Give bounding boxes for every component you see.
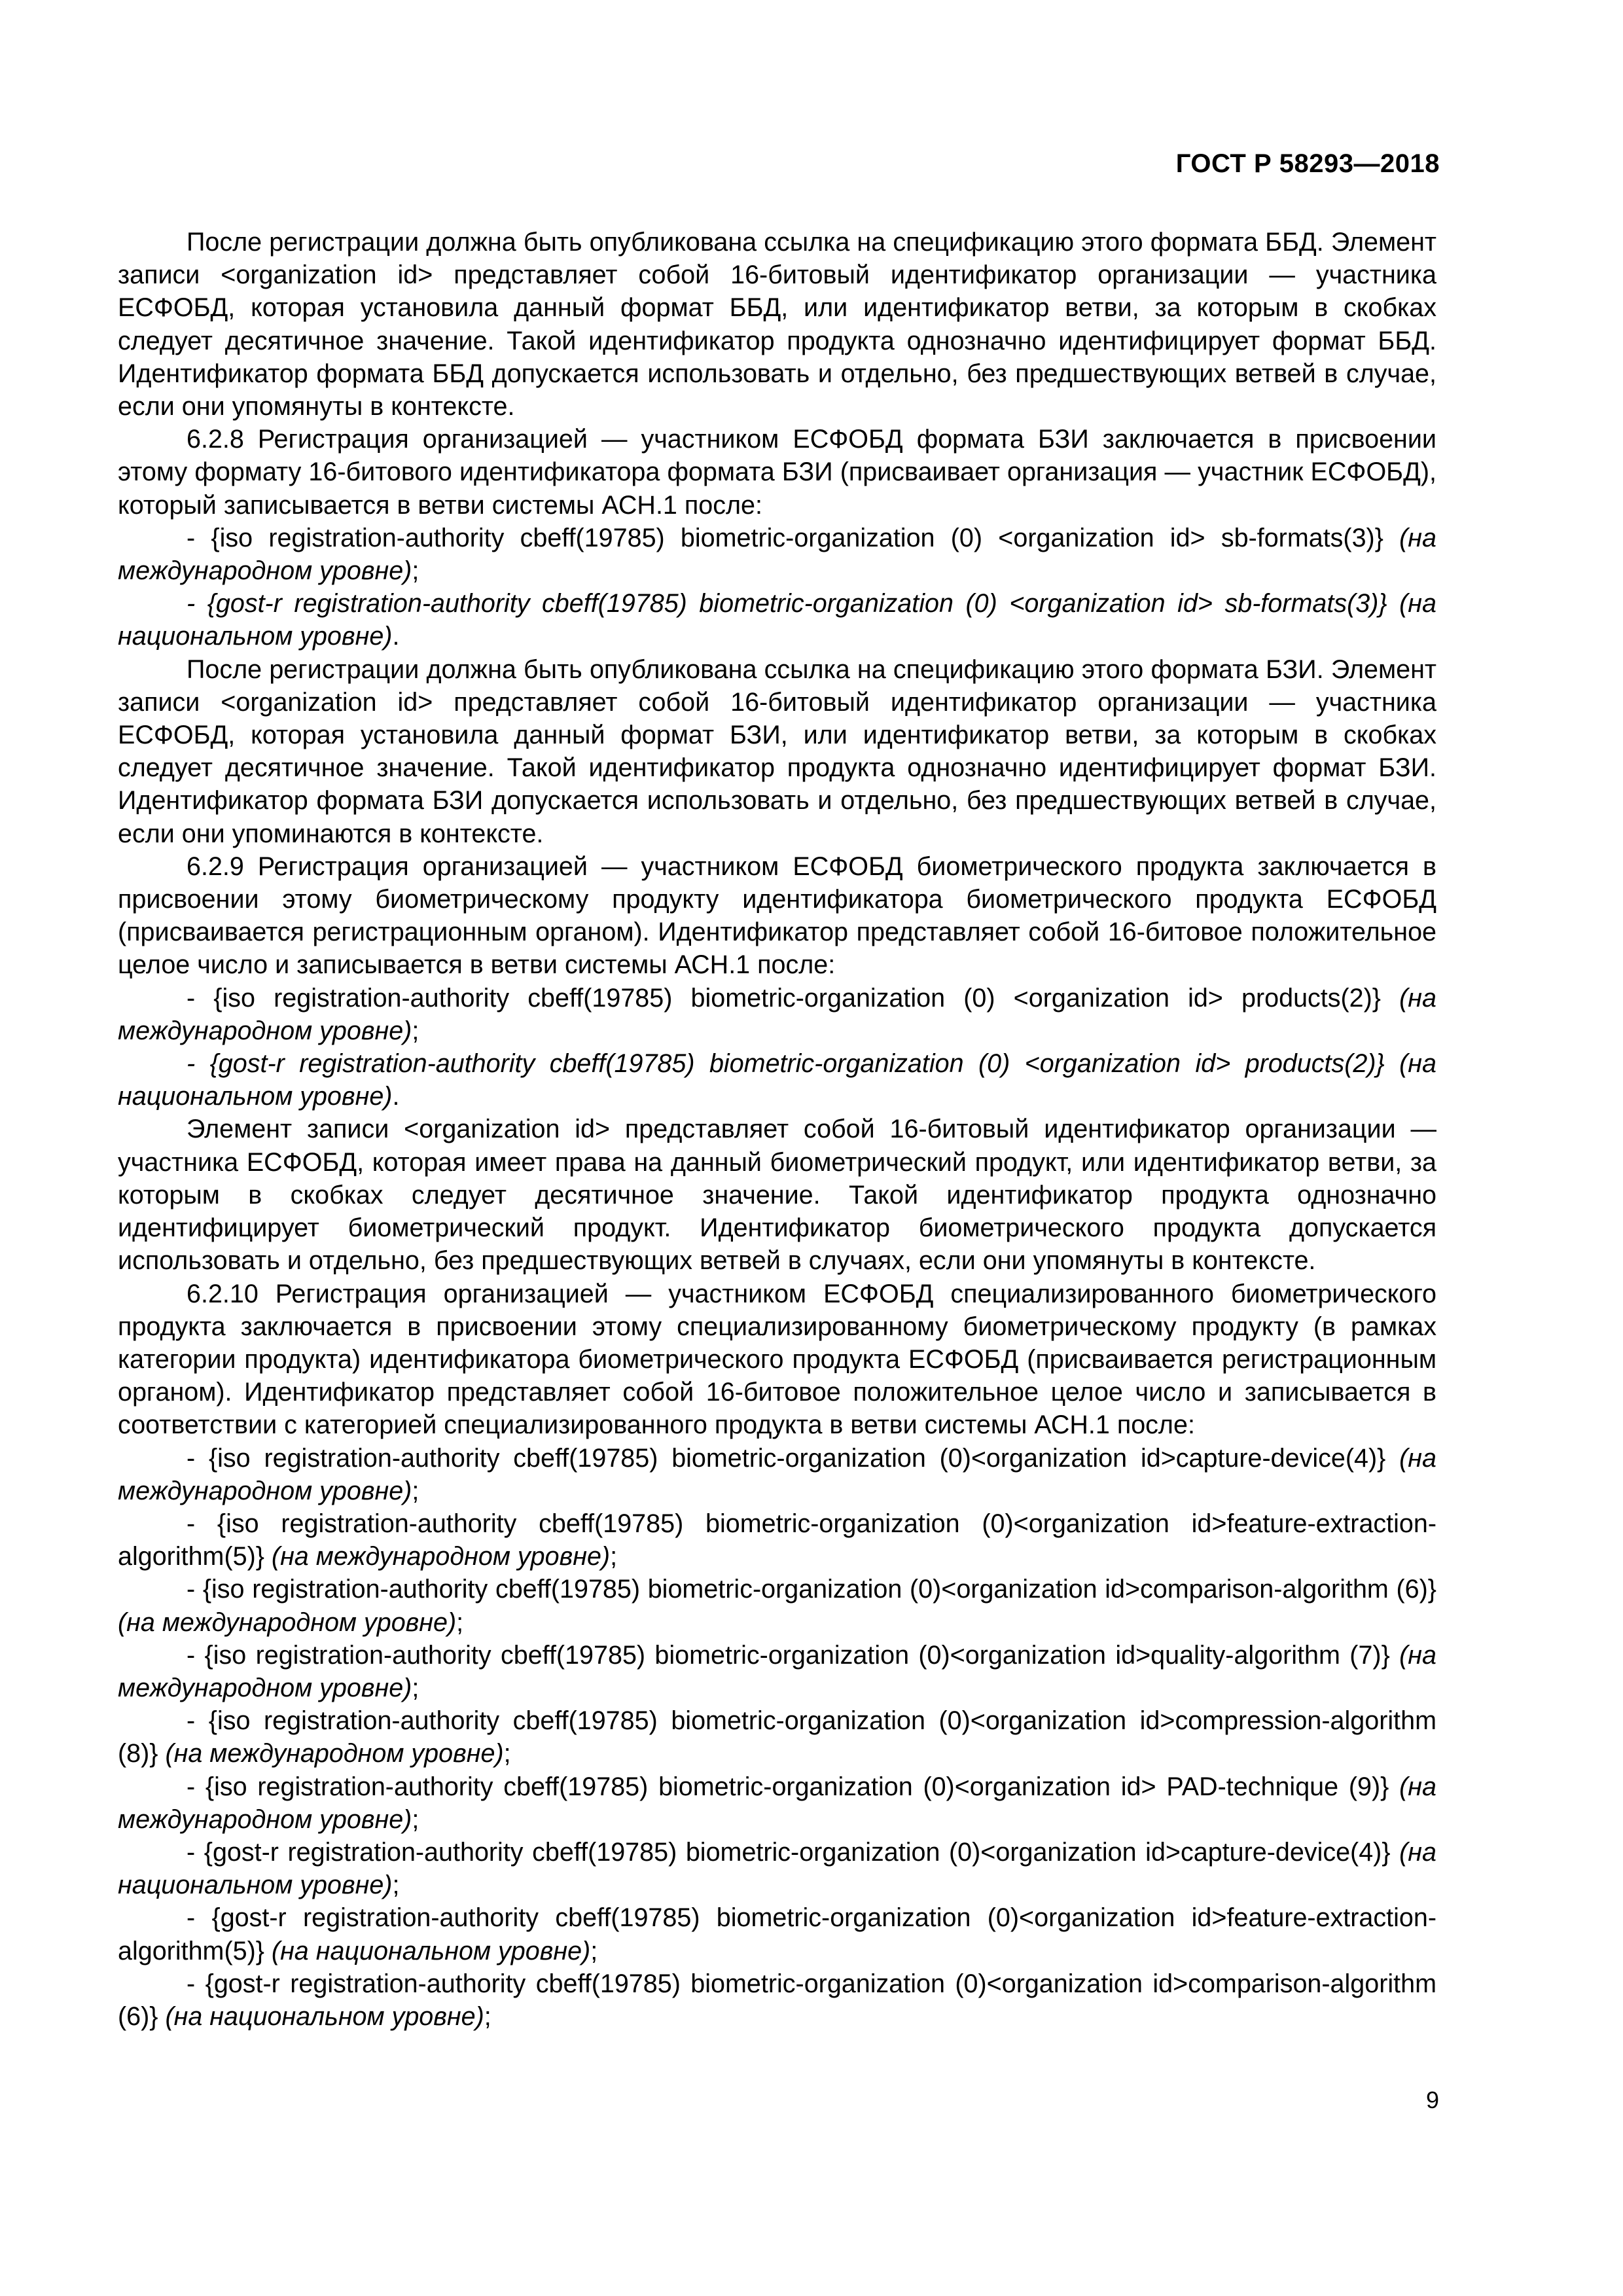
code-text: - {iso registration-authority cbeff(19785) biometric-organization (0)<organization id>compression-algorithm (8)} bbox=[118, 1706, 1436, 1768]
level-note: (на международном уровне) bbox=[118, 983, 1436, 1045]
level-note: (на национальном уровне) bbox=[271, 1936, 591, 1965]
level-note: (на международном уровне) bbox=[165, 1739, 504, 1768]
code-text: - {iso registration-authority cbeff(19785) biometric-organization (0)<organization id>quality-algorithm (7)} bbox=[187, 1640, 1390, 1670]
punctuation: ; bbox=[412, 556, 419, 586]
paragraph-bzi-registration: После регистрации должна быть опубликована ссылка на спецификацию этого формата БЗИ. Элемент записи <organization id> представляет собой 16-битовый идентификатор организации — участника ЕСФОБД, которая установила данный формат БЗИ, или идентификатор ветви, за которым в скобках следует десятичное значение. Такой идентификатор продукта однозначно идентифицирует формат БЗИ. Идентификатор формата БЗИ допускается использовать и отдельно, без предшествующих ветвей в случае, если они упоминаются в контексте. bbox=[118, 655, 1436, 848]
clause-6-2-9-item-international bbox=[118, 982, 1436, 1047]
level-note: (на международном уровне) bbox=[118, 1640, 1436, 1702]
code-text: - {iso registration-authority cbeff(19785) biometric-organization (0)<organization id>feature-extraction-algorithm(5)} bbox=[118, 1509, 1436, 1571]
list-item bbox=[118, 1442, 1436, 1507]
punctuation: ; bbox=[484, 2001, 491, 2031]
punctuation: ; bbox=[412, 1804, 419, 1834]
punctuation: ; bbox=[456, 1607, 464, 1637]
code-text: - {gost-r registration-authority cbeff(19785) biometric-organization (0)<organization id>capture-device(4)} bbox=[187, 1837, 1391, 1867]
page-number: 9 bbox=[1425, 2087, 1439, 2113]
clause-6-2-9-item-national bbox=[118, 1047, 1436, 1113]
level-note: (на национальном уровне) bbox=[118, 589, 1436, 651]
punctuation: ; bbox=[412, 1016, 419, 1045]
level-note: (на международном уровне) bbox=[118, 1772, 1436, 1834]
punctuation: ; bbox=[503, 1739, 511, 1768]
clause-6-2-10: 6.2.10 Регистрация организацией — участником ЕСФОБД специализированного биометрического продукта заключается в присвоении этому специализированному биометрическому продукту (в рамках категории продукта) идентификатора биометрического продукта ЕСФОБД (присваивается регистрационным органом). Идентификатор представляет собой 16-битовое положительное целое число и записывается в соответствии с категорией специализированного продукта в ветви системы АСН.1 после: bbox=[118, 1279, 1436, 1440]
punctuation: ; bbox=[412, 1673, 419, 1702]
list-item bbox=[118, 1901, 1436, 1967]
punctuation: . bbox=[392, 622, 400, 651]
paragraph-product-identifier: Элемент записи <organization id> представляет собой 16-битовый идентификатор организации — участника ЕСФОБД, которая имеет права на данный биометрический продукт, или идентификатор ветви, за которым в скобках следует десятичное значение. Такой идентификатор продукта однозначно идентифицирует биометрический продукт. Идентификатор биометрического продукта допускается использовать и отдельно, без предшествующих ветвей в случаях, если они упомянуты в контексте. bbox=[118, 1115, 1436, 1276]
clause-6-2-8: 6.2.8 Регистрация организацией — участником ЕСФОБД формата БЗИ заключается в присвоении этому формату 16-битового идентификатора формата БЗИ (присваивает организация — участник ЕСФОБД), который записывается в ветви системы АСН.1 после: bbox=[118, 425, 1436, 520]
punctuation: . bbox=[392, 1082, 400, 1111]
list-item bbox=[118, 1573, 1436, 1638]
level-note: (на национальном уровне) bbox=[118, 1837, 1436, 1900]
level-note: (на национальном уровне) bbox=[165, 2001, 484, 2031]
level-note: (на международном уровне) bbox=[118, 523, 1436, 586]
list-item bbox=[118, 1704, 1436, 1770]
code-text: - {gost-r registration-authority cbeff(19785) biometric-organization (0)<organization id>comparison-algorithm (6)} bbox=[118, 1969, 1436, 2031]
code-text: - {iso registration-authority cbeff(19785) biometric-organization (0)<organization id>capture-device(4)} bbox=[187, 1443, 1386, 1473]
level-note: (на международном уровне) bbox=[118, 1443, 1436, 1505]
code-text: - {iso registration-authority cbeff(19785) biometric-organization (0)<organization id>comparison-algorithm (6)} bbox=[187, 1575, 1436, 1604]
document-header-standard-number: ГОСТ Р 58293—2018 bbox=[1175, 149, 1440, 178]
code-text: - {iso registration-authority cbeff(19785) biometric-organization (0) <organization id> sb-formats(3)} bbox=[187, 523, 1383, 552]
paragraph-bbd-registration: После регистрации должна быть опубликована ссылка на спецификацию этого формата ББД. Элемент записи <organization id> представляет собой 16-битовый идентификатор организации — участника ЕСФОБД, которая установила данный формат ББД, или идентификатор ветви, за которым в скобках следует десятичное значение. Такой идентификатор продукта однозначно идентифицирует формат ББД. Идентификатор формата ББД допускается использовать и отдельно, без предшествующих ветвей в случае, если они упомянуты в контексте. bbox=[118, 228, 1436, 422]
list-item bbox=[118, 1507, 1436, 1573]
code-text: - {iso registration-authority cbeff(19785) biometric-organization (0) <organization id> products(2)} bbox=[187, 983, 1381, 1013]
clause-6-2-9: 6.2.9 Регистрация организацией — участником ЕСФОБД биометрического продукта заключается в присвоении этому биометрическому продукту идентификатора биометрического продукта ЕСФОБД (присваивается регистрационным органом). Идентификатор представляет собой 16-битовое положительное целое число и записывается в ветви системы АСН.1 после: bbox=[118, 852, 1436, 980]
list-item bbox=[118, 1770, 1436, 1836]
code-text: - {gost-r registration-authority cbeff(19785) biometric-organization (0)<organization id>feature-extraction-algorithm(5)} bbox=[118, 1903, 1436, 1965]
level-note: (на международном уровне) bbox=[118, 1607, 457, 1637]
punctuation: ; bbox=[590, 1936, 598, 1965]
code-text: - {gost-r registration-authority cbeff(19785) biometric-organization (0) <organization id> sb-formats(3)} bbox=[187, 589, 1387, 619]
document-body bbox=[118, 226, 1436, 2033]
code-text: - {gost-r registration-authority cbeff(19785) biometric-organization (0) <organization id> products(2)} bbox=[187, 1049, 1385, 1079]
list-item bbox=[118, 1836, 1436, 1901]
clause-6-2-8-item-international bbox=[118, 522, 1436, 587]
code-text: - {iso registration-authority cbeff(19785) biometric-organization (0)<organization id> PAD-technique (9)} bbox=[187, 1772, 1389, 1801]
punctuation: ; bbox=[610, 1542, 618, 1571]
punctuation: ; bbox=[392, 1871, 400, 1900]
list-item bbox=[118, 1639, 1436, 1704]
punctuation: ; bbox=[412, 1476, 419, 1505]
list-item bbox=[118, 1967, 1436, 2033]
level-note: (на международном уровне) bbox=[271, 1542, 611, 1571]
level-note: (на национальном уровне) bbox=[118, 1049, 1436, 1111]
clause-6-2-8-item-national bbox=[118, 587, 1436, 653]
